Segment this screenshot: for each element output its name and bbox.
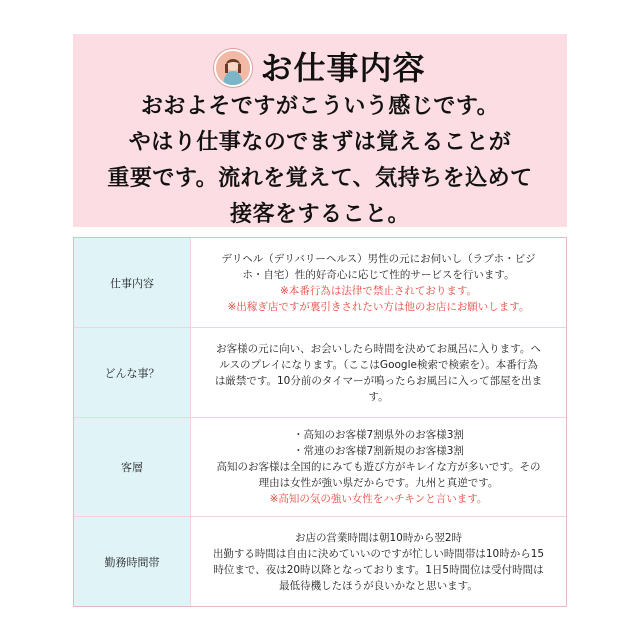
content-line: 最低待機したほうが良いかなと思います。 xyxy=(279,579,478,592)
intro-line: おおよそですがこういう感じです。 xyxy=(140,94,500,119)
content-line: お店の営業時間は朝10時から翌2時 xyxy=(294,531,463,544)
job-info-table xyxy=(73,237,567,607)
content-line: す。 xyxy=(368,390,389,403)
row-content xyxy=(191,328,566,417)
row-content xyxy=(191,238,566,327)
warning-line: ※高知の気の強い女性をハチキンと言います。 xyxy=(269,493,488,505)
row-label: 仕事内容 xyxy=(74,238,191,327)
content-line: 出勤する時間は自由に決めていいのですが忙しい時間帯は10時から15 xyxy=(212,547,545,560)
page-title: お仕事内容 xyxy=(260,49,426,87)
row-label: 勤務時間帯 xyxy=(74,517,191,606)
content-line: お客様の元に向い、お会いしたら時間を決めてお風呂に入ります。ヘ xyxy=(216,342,541,355)
warning-line: ※出稼ぎ店ですが裏引きされたい方は他のお店にお願いします。 xyxy=(227,300,530,313)
woman-avatar-icon xyxy=(214,49,252,87)
intro-line: 接客をすること。 xyxy=(229,202,410,227)
content-line: デリヘル（デリバリーヘルス）男性の元にお伺いし（ラブホ・ビジ xyxy=(221,252,536,265)
content-line: ・高知のお客様7割県外のお客様3割 xyxy=(293,429,464,441)
intro-line: やはり仕事なのでまずは覚えることが xyxy=(128,130,512,155)
row-label: どんな事？ xyxy=(74,328,191,417)
row-content xyxy=(191,517,566,606)
content-line: ・常連のお客様7割新規のお客様3割 xyxy=(293,445,464,457)
content-line: 時位まで、夜は20時以降となっております。1日5時間位は受付時間は xyxy=(213,563,544,576)
content-line: ルスのプレイになります。（ここはGoogle検索で検索を）。本番行為 xyxy=(219,358,538,371)
table-row xyxy=(74,238,566,327)
content-line: 理由は女性が強い県だからです。九州と真逆です。 xyxy=(258,477,499,489)
header-banner xyxy=(73,34,567,227)
warning-line: ※本番行為は法律で禁止されております。 xyxy=(280,284,477,297)
table-row xyxy=(74,516,566,606)
row-content xyxy=(191,418,566,516)
row-label: 客層 xyxy=(74,418,191,516)
content-line: は厳禁です。10分前のタイマーが鳴ったらお風呂に入って部屋を出ま xyxy=(214,374,543,387)
table-row xyxy=(74,417,566,516)
title-row xyxy=(73,47,567,89)
intro-line: 重要です。流れを覚えて、気持ちを込めて xyxy=(107,166,533,191)
content-line: 高知のお客様は全国的にみても遊び方がキレイな方が多いです。その xyxy=(216,461,541,473)
content-line: ホ・自宅）性的好奇心に応じて性的サービスを行います。 xyxy=(242,268,515,281)
table-row xyxy=(74,327,566,417)
intro-text xyxy=(73,89,567,233)
